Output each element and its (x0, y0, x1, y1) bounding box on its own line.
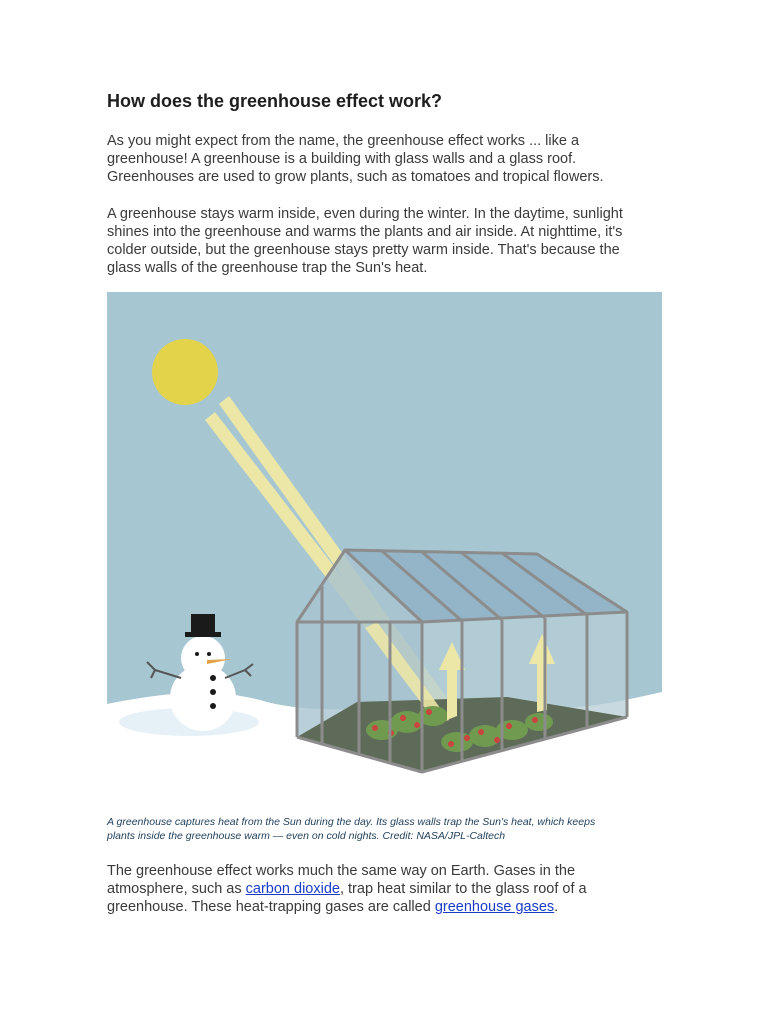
text-fragment: . (554, 899, 559, 915)
carbon-dioxide-link[interactable]: carbon dioxide (245, 881, 340, 897)
text-fragment: greenhouse. These heat-trapping gases are called (107, 899, 435, 915)
greenhouse-illustration (107, 292, 662, 812)
paragraph-line: As you might expect from the name, the greenhouse effect works ... like a (107, 133, 580, 149)
caption-line: A greenhouse captures heat from the Sun during the day. Its glass walls trap the Sun's heat, which keeps (107, 816, 596, 828)
paragraph-line: The greenhouse effect works much the same way on Earth. Gases in the (107, 863, 576, 879)
paragraph-line: Greenhouses are used to grow plants, such as tomatoes and tropical flowers. (107, 169, 604, 185)
earth-paragraph (107, 862, 667, 916)
paragraph-line: shines into the greenhouse and warms the plants and air inside. At nighttime, it's (107, 224, 623, 240)
greenhouse-gases-link[interactable]: greenhouse gases (434, 899, 555, 915)
paragraph-line: glass walls of the greenhouse trap the Sun's heat. (107, 260, 428, 276)
paragraph-line: colder outside, but the greenhouse stays pretty warm inside. That's because the (107, 242, 620, 258)
text-fragment: , trap heat similar to the glass roof of a (339, 881, 587, 897)
paragraph-line: greenhouse! A greenhouse is a building with glass walls and a glass roof. (107, 151, 577, 167)
paragraph-line (107, 880, 667, 898)
paragraph-line: A greenhouse stays warm inside, even during the winter. In the daytime, sunlight (107, 206, 623, 222)
figure-caption (107, 815, 595, 843)
greenhouse-paragraph (107, 205, 667, 277)
page-title: How does the greenhouse effect work? (107, 91, 443, 111)
intro-paragraph (107, 132, 667, 186)
paragraph-line (107, 898, 667, 916)
caption-line: plants inside the greenhouse warm — even on cold nights. Credit: NASA/JPL-Caltech (107, 830, 506, 842)
sun-icon (152, 339, 218, 405)
text-fragment: atmosphere, such as (107, 881, 246, 897)
